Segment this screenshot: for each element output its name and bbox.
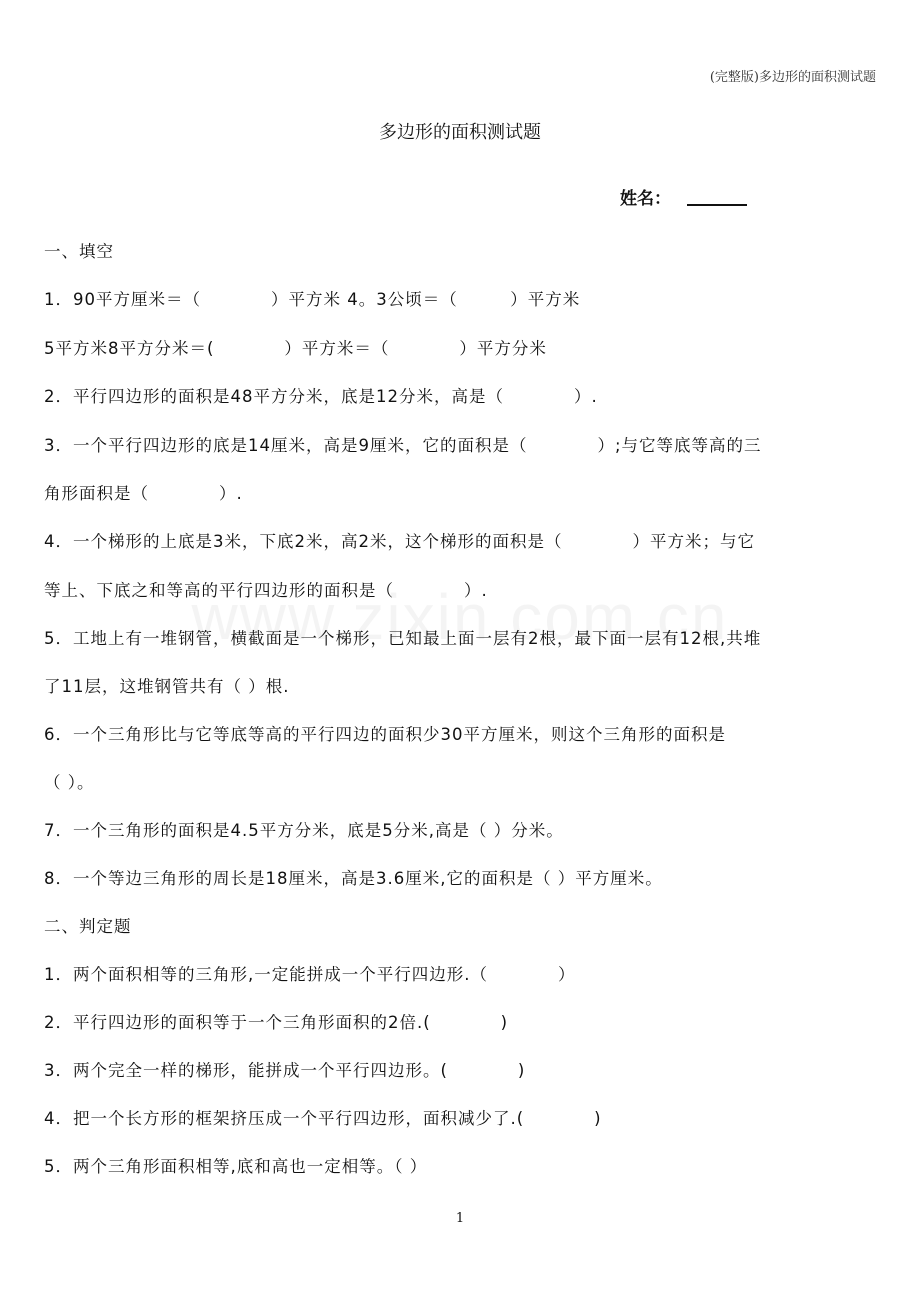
running-header: (完整版)多边形的面积测试题 bbox=[709, 70, 876, 85]
question-line: 4．把一个长方形的框架挤压成一个平行四边形，面积减少了.( ) bbox=[44, 1109, 602, 1128]
question-line: （ ）。 bbox=[44, 773, 95, 792]
question-line: 5．两个三角形面积相等,底和高也一定相等。（ ） bbox=[44, 1157, 428, 1176]
question-line: 2．平行四边形的面积是48平方分米，底是12分米，高是（ ）. bbox=[44, 387, 598, 406]
section-heading-true-false: 二、判定题 bbox=[44, 917, 132, 936]
page-number: 1 bbox=[455, 1211, 465, 1226]
name-blank bbox=[687, 186, 747, 206]
name-label: 姓名： bbox=[620, 189, 671, 209]
question-line: 了11层，这堆钢管共有（ ）根. bbox=[44, 677, 290, 696]
question-line: 1．90平方厘米＝（ ）平方米 4。3公顷＝（ ）平方米 bbox=[44, 290, 581, 309]
question-line: 等上、下底之和等高的平行四边形的面积是（ ）. bbox=[44, 581, 488, 600]
section-heading-fill-blank: 一、填空 bbox=[44, 242, 114, 261]
question-line: 7．一个三角形的面积是4.5平方分米，底是5分米,高是（ ）分米。 bbox=[44, 821, 564, 840]
name-field bbox=[620, 184, 747, 209]
question-line: 5平方米8平方分米＝( ）平方米＝（ ）平方分米 bbox=[44, 339, 547, 358]
question-line: 2．平行四边形的面积等于一个三角形面积的2倍.( ) bbox=[44, 1013, 509, 1032]
question-line: 8．一个等边三角形的周长是18厘米，高是3.6厘米,它的面积是（ ）平方厘米。 bbox=[44, 869, 663, 888]
question-line: 3．两个完全一样的梯形，能拼成一个平行四边形。( ) bbox=[44, 1061, 526, 1080]
question-line: 角形面积是（ ）. bbox=[44, 484, 243, 503]
question-line: 1．两个面积相等的三角形,一定能拼成一个平行四边形.（ ） bbox=[44, 965, 576, 984]
page-title: 多边形的面积测试题 bbox=[379, 122, 541, 143]
question-line: 3．一个平行四边形的底是14厘米，高是9厘米，它的面积是（ ）;与它等底等高的三 bbox=[44, 436, 762, 455]
question-line: 5．工地上有一堆钢管，横截面是一个梯形，已知最上面一层有2根，最下面一层有12根,共堆 bbox=[44, 629, 762, 648]
question-line: 4．一个梯形的上底是3米，下底2米，高2米，这个梯形的面积是（ ）平方米；与它 bbox=[44, 532, 755, 551]
question-line: 6．一个三角形比与它等底等高的平行四边的面积少30平方厘米，则这个三角形的面积是 bbox=[44, 725, 726, 744]
